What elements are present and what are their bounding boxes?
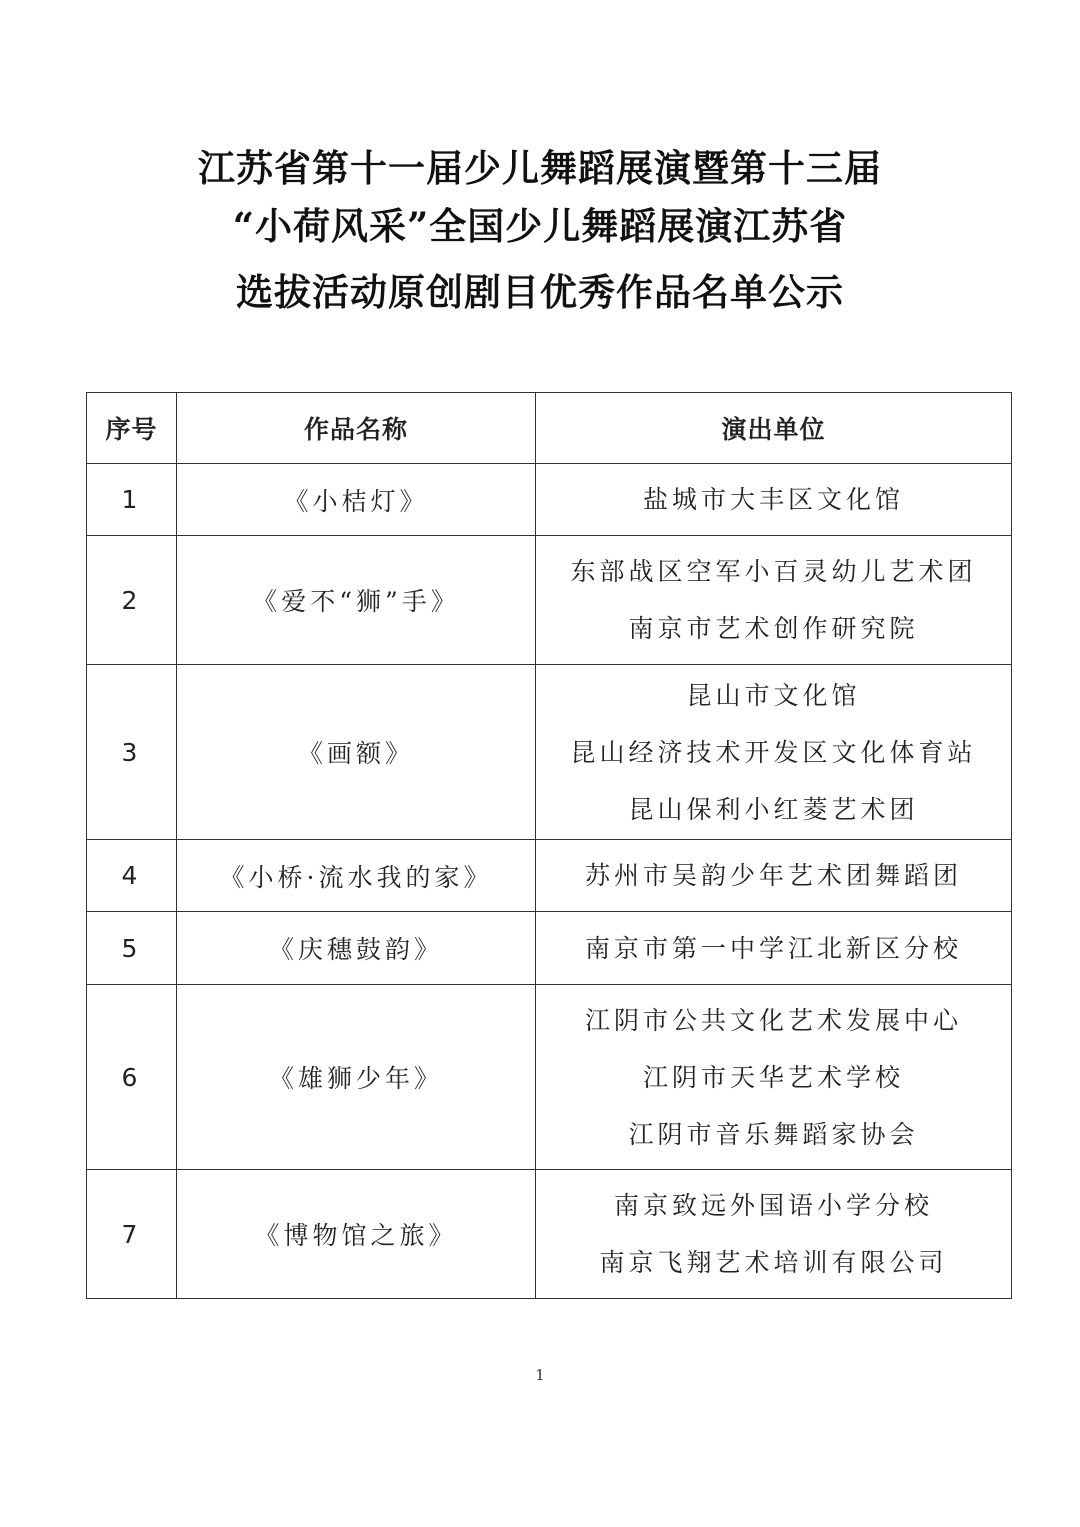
row-work-name: 《博物馆之旅》 bbox=[177, 1170, 536, 1299]
document-title-line-3: 选拔活动原创剧目优秀作品名单公示 bbox=[236, 270, 844, 314]
page-number: 1 bbox=[535, 1366, 545, 1384]
row-performer bbox=[536, 1170, 1012, 1299]
header-performer: 演出单位 bbox=[536, 393, 1012, 464]
performer-unit: 盐城市大丰区文化馆 bbox=[642, 485, 904, 514]
table-row bbox=[87, 912, 1012, 985]
row-work-name: 《小桥·流水我的家》 bbox=[177, 840, 536, 912]
performer-unit: 南京致远外国语小学分校 bbox=[613, 1191, 933, 1220]
performer-unit: 苏州市吴韵少年艺术团舞蹈团 bbox=[584, 861, 962, 890]
row-index: 7 bbox=[87, 1170, 177, 1299]
header-index: 序号 bbox=[87, 393, 177, 464]
header-work-name: 作品名称 bbox=[177, 393, 536, 464]
row-performer bbox=[536, 536, 1012, 665]
performer-unit: 东部战区空军小百灵幼儿艺术团 bbox=[570, 557, 977, 586]
performer-unit: 昆山保利小红菱艺术团 bbox=[628, 794, 919, 824]
row-work-name: 《画额》 bbox=[177, 665, 536, 840]
row-index: 1 bbox=[87, 464, 177, 536]
table-row bbox=[87, 665, 1012, 840]
performer-unit: 昆山经济技术开发区文化体育站 bbox=[570, 737, 977, 767]
row-index: 5 bbox=[87, 912, 177, 985]
performer-unit: 南京市第一中学江北新区分校 bbox=[584, 933, 962, 963]
row-work-name: 《庆穗鼓韵》 bbox=[177, 912, 536, 985]
row-work-name: 《小桔灯》 bbox=[177, 464, 536, 536]
row-index: 2 bbox=[87, 536, 177, 665]
table-row bbox=[87, 536, 1012, 665]
table-header-row bbox=[87, 393, 1012, 464]
performer-unit: 南京市艺术创作研究院 bbox=[628, 614, 919, 643]
row-index: 3 bbox=[87, 665, 177, 840]
row-performer bbox=[536, 665, 1012, 840]
table-row bbox=[87, 840, 1012, 912]
document-title-line-1: 江苏省第十一届少儿舞蹈展演暨第十三届 bbox=[198, 146, 882, 190]
row-performer bbox=[536, 464, 1012, 536]
performer-unit: 江阴市音乐舞蹈家协会 bbox=[628, 1119, 919, 1149]
performer-unit: 昆山市文化馆 bbox=[686, 680, 861, 710]
document-title-line-2: “小荷风采”全国少儿舞蹈展演江苏省 bbox=[232, 204, 848, 248]
performer-unit: 江阴市天华艺术学校 bbox=[642, 1062, 904, 1092]
table-row bbox=[87, 985, 1012, 1170]
table-row bbox=[87, 464, 1012, 536]
performer-unit: 江阴市公共文化艺术发展中心 bbox=[584, 1005, 962, 1035]
row-index: 4 bbox=[87, 840, 177, 912]
award-list-table bbox=[86, 392, 1012, 1299]
row-performer bbox=[536, 985, 1012, 1170]
table-row bbox=[87, 1170, 1012, 1299]
row-index: 6 bbox=[87, 985, 177, 1170]
row-work-name: 《爱不“狮”手》 bbox=[177, 536, 536, 665]
row-performer bbox=[536, 840, 1012, 912]
row-work-name: 《雄狮少年》 bbox=[177, 985, 536, 1170]
performer-unit: 南京飞翔艺术培训有限公司 bbox=[599, 1248, 948, 1277]
row-performer bbox=[536, 912, 1012, 985]
